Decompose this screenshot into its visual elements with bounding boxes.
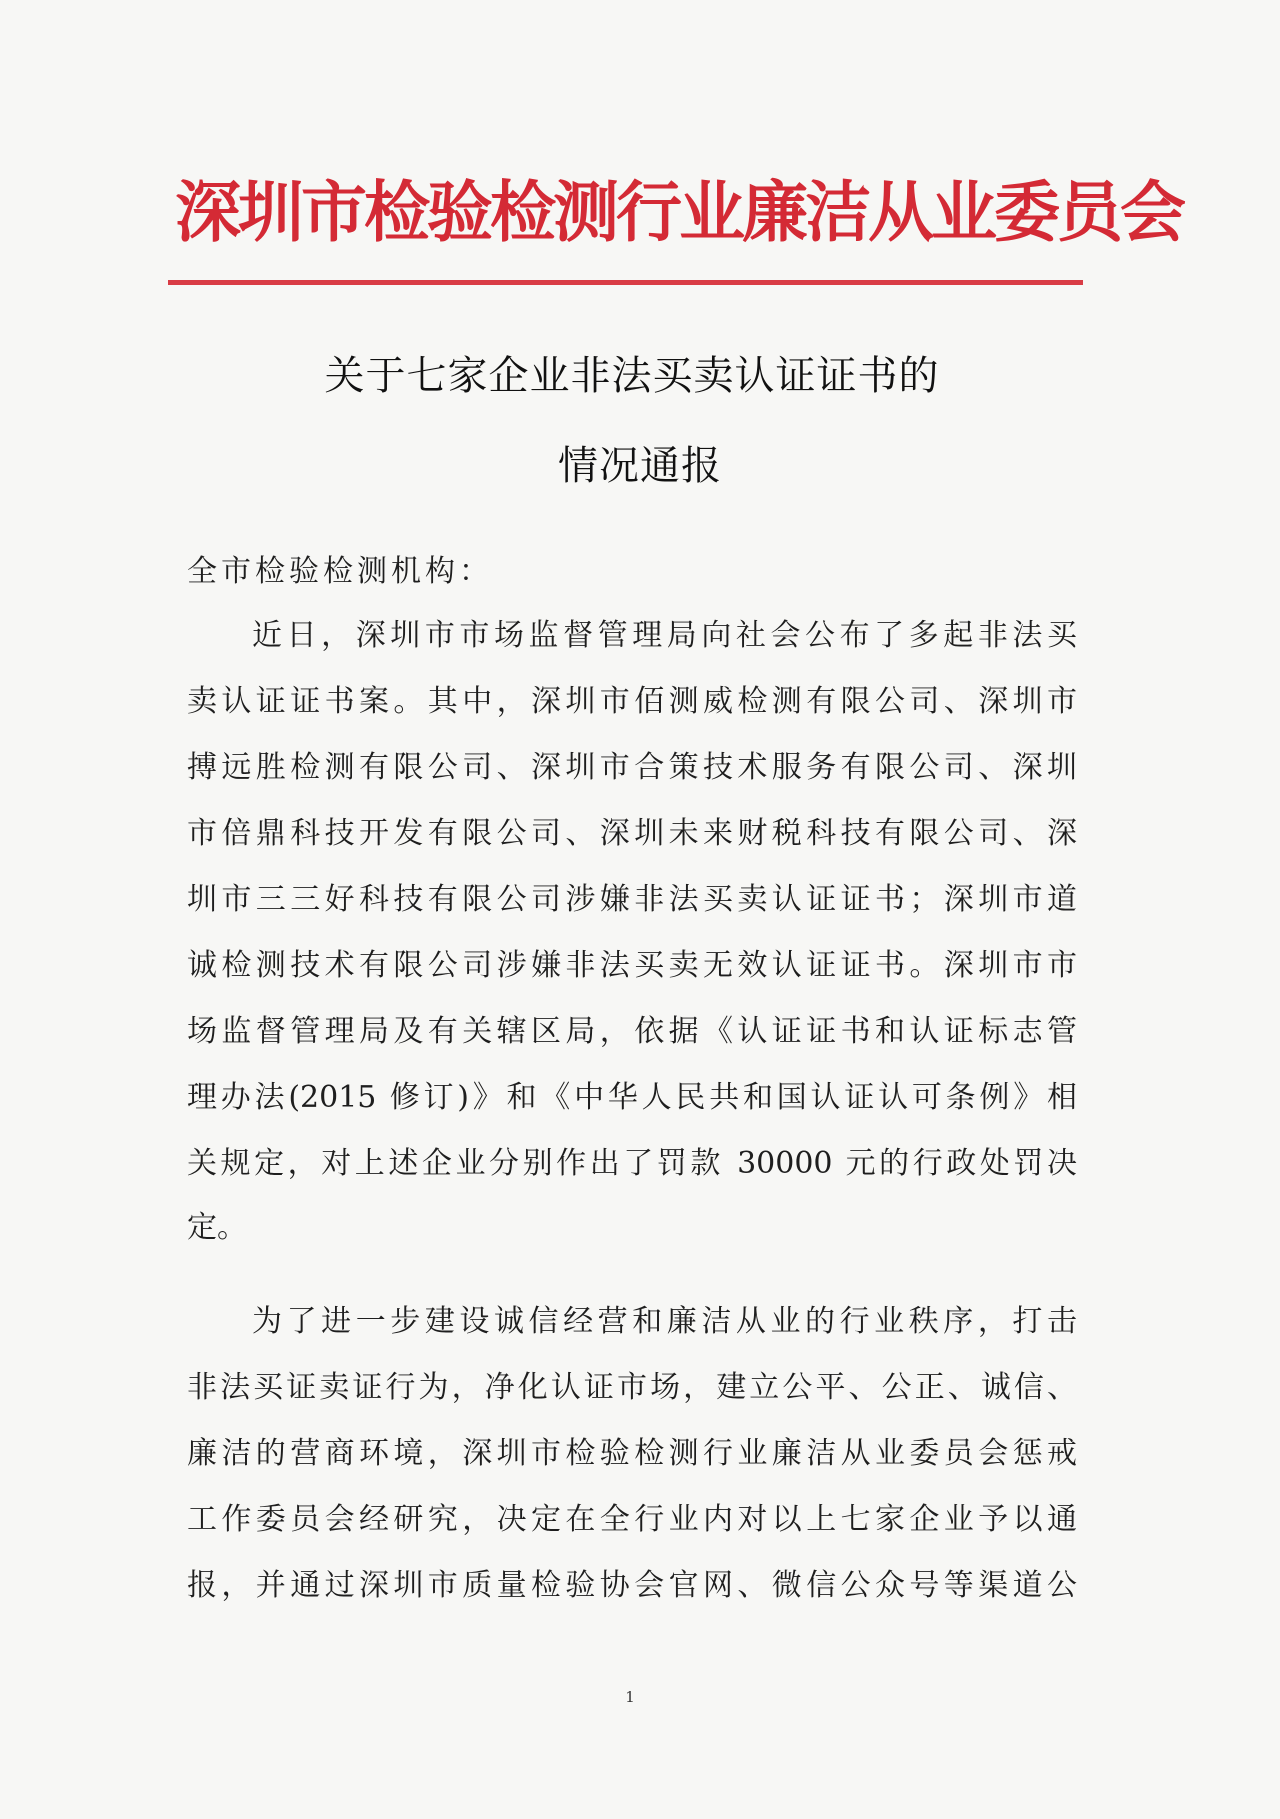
paragraph-line: 近日，深圳市市场监督管理局向社会公布了多起非法买: [252, 618, 1077, 653]
paragraph-line: 场监督管理局及有关辖区局，依据《认证证书和认证标志管: [187, 1014, 1077, 1049]
paragraph-line: 诚检测技术有限公司涉嫌非法买卖无效认证证书。深圳市市: [187, 948, 1077, 983]
document-title-line-1: 关于七家企业非法买卖认证证书的: [324, 353, 940, 399]
paragraph-line: 报，并通过深圳市质量检验协会官网、微信公众号等渠道公: [187, 1568, 1077, 1603]
paragraph-line: 圳市三三好科技有限公司涉嫌非法买卖认证证书；深圳市道: [187, 882, 1077, 917]
paragraph-line: 市倍鼎科技开发有限公司、深圳未来财税科技有限公司、深: [187, 816, 1077, 851]
paragraph-line: 卖认证证书案。其中，深圳市佰测威检测有限公司、深圳市: [187, 684, 1077, 719]
page-number: 1: [625, 1688, 635, 1706]
paragraph-line: 工作委员会经研究，决定在全行业内对以上七家企业予以通: [187, 1502, 1077, 1537]
letterhead-rule: [168, 280, 1083, 285]
paragraph-line: 关规定，对上述企业分别作出了罚款 30000 元的行政处罚决: [187, 1146, 1077, 1181]
paragraph-line: 廉洁的营商环境，深圳市检验检测行业廉洁从业委员会惩戒: [187, 1436, 1077, 1471]
letterhead-title: 深圳市检验检测行业廉洁从业委员会: [175, 174, 1183, 251]
paragraph-line: 理办法(2015 修订)》和《中华人民共和国认证认可条例》相: [187, 1080, 1077, 1115]
paragraph-line: 非法买证卖证行为，净化认证市场，建立公平、公正、诚信、: [187, 1370, 1077, 1405]
paragraph-line: 定。: [187, 1210, 247, 1245]
paragraph-line: 为了进一步建设诚信经营和廉洁从业的行业秩序，打击: [252, 1304, 1077, 1339]
document-title-line-2: 情况通报: [558, 443, 722, 489]
salutation: 全市检验检测机构：: [187, 554, 493, 589]
paragraph-line: 搏远胜检测有限公司、深圳市合策技术服务有限公司、深圳: [187, 750, 1077, 785]
